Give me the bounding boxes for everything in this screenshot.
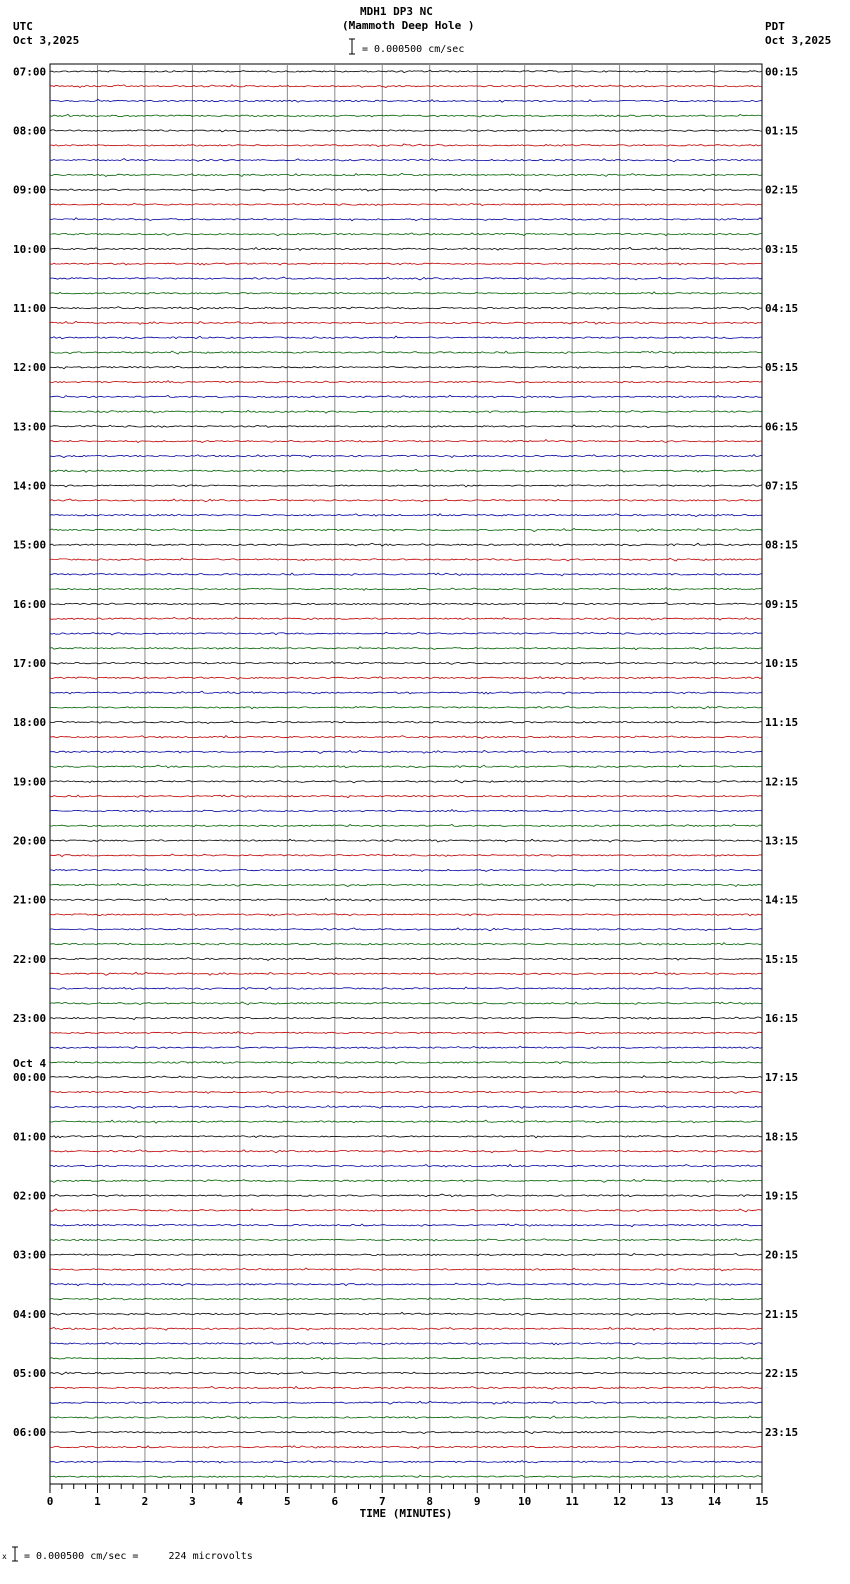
left-hour-label: 23:00 xyxy=(13,1012,47,1026)
x-tick-label: 13 xyxy=(660,1495,674,1508)
left-hour-label: 00:00 xyxy=(13,1071,47,1085)
seismic-trace xyxy=(50,987,762,990)
seismic-trace xyxy=(50,70,762,72)
seismic-trace xyxy=(50,1046,762,1048)
seismic-trace xyxy=(50,1224,762,1227)
seismic-trace xyxy=(50,1209,762,1212)
left-hour-label: 08:00 xyxy=(13,124,47,138)
seismic-trace xyxy=(50,529,762,532)
seismic-trace xyxy=(50,1136,762,1138)
seismic-trace xyxy=(50,395,762,397)
seismic-trace xyxy=(50,247,762,250)
seismic-trace xyxy=(50,85,762,88)
seismic-trace xyxy=(50,321,762,324)
footer-scale-text: = 0.000500 cm/sec = 224 microvolts xyxy=(24,1551,253,1562)
left-hour-label: 02:00 xyxy=(13,1189,47,1203)
right-timezone: PDT xyxy=(765,20,785,33)
right-date: Oct 3,2025 xyxy=(765,34,832,47)
seismic-trace xyxy=(50,1283,762,1286)
seismic-trace xyxy=(50,824,762,826)
seismic-trace xyxy=(50,943,762,945)
left-hour-label: 07:00 xyxy=(13,65,47,79)
seismic-trace xyxy=(50,440,762,443)
seismic-trace xyxy=(50,203,762,205)
seismic-trace xyxy=(50,381,762,383)
x-tick-label: 10 xyxy=(518,1495,532,1508)
left-hour-label: 12:00 xyxy=(13,361,47,375)
seismic-trace xyxy=(50,765,762,768)
seismic-trace xyxy=(50,1268,762,1271)
seismic-trace xyxy=(50,1091,762,1094)
x-tick-label: 14 xyxy=(707,1495,722,1508)
seismic-trace xyxy=(50,1431,762,1434)
seismic-trace xyxy=(50,914,762,916)
seismic-trace xyxy=(50,750,762,753)
seismic-trace xyxy=(50,647,762,650)
seismic-trace xyxy=(50,573,762,576)
seismic-trace xyxy=(50,1194,762,1197)
right-hour-label: 17:15 xyxy=(765,1071,799,1085)
right-hour-label: 15:15 xyxy=(765,952,799,966)
seismic-trace xyxy=(50,1372,762,1375)
seismic-trace xyxy=(50,839,762,842)
seismic-trace xyxy=(50,1239,762,1242)
seismic-trace xyxy=(50,99,762,102)
x-tick-label: 0 xyxy=(46,1495,54,1508)
seismic-trace xyxy=(50,898,762,901)
seismic-trace xyxy=(50,883,762,886)
x-tick-label: 9 xyxy=(473,1495,481,1508)
right-hour-label: 09:15 xyxy=(765,597,799,611)
seismic-trace xyxy=(50,928,762,931)
seismic-trace xyxy=(50,543,762,546)
seismic-trace xyxy=(50,1461,762,1464)
x-tick-label: 15 xyxy=(755,1495,769,1508)
svg-text:x: x xyxy=(2,1552,7,1561)
seismic-trace xyxy=(50,1386,762,1389)
right-hour-label: 13:15 xyxy=(765,834,799,848)
seismic-trace xyxy=(50,1061,762,1064)
seismic-trace xyxy=(50,425,762,428)
seismic-trace xyxy=(50,1357,762,1360)
seismic-trace xyxy=(50,1416,762,1419)
station-location: (Mammoth Deep Hole ) xyxy=(342,19,475,32)
seismic-trace xyxy=(50,485,762,487)
seismic-trace xyxy=(50,1312,762,1315)
left-hour-label: 13:00 xyxy=(13,420,47,434)
left-hour-label: 01:00 xyxy=(13,1130,47,1144)
right-hour-label: 11:15 xyxy=(765,716,799,730)
seismic-trace xyxy=(50,410,762,413)
seismic-trace xyxy=(50,1401,762,1404)
x-tick-label: 2 xyxy=(141,1495,149,1508)
seismic-trace xyxy=(50,810,762,813)
seismic-trace xyxy=(50,1446,762,1449)
seismic-trace xyxy=(50,1002,762,1005)
seismic-trace xyxy=(50,1165,762,1168)
left-hour-label: 04:00 xyxy=(13,1307,47,1321)
seismic-trace xyxy=(50,455,762,458)
seismic-trace xyxy=(50,114,762,117)
station-title: MDH1 DP3 NC xyxy=(360,5,433,18)
seismic-trace xyxy=(50,366,762,369)
scale-text: = 0.000500 cm/sec xyxy=(362,44,465,55)
seismic-trace xyxy=(50,144,762,147)
left-hour-label: 19:00 xyxy=(13,775,47,789)
right-hour-label: 05:15 xyxy=(765,361,799,375)
right-hour-label: 01:15 xyxy=(765,124,799,138)
date-change-label: Oct 4 xyxy=(13,1057,47,1071)
seismic-trace xyxy=(50,972,762,975)
seismic-trace xyxy=(50,691,762,694)
x-axis-title: TIME (MINUTES) xyxy=(359,1507,453,1520)
seismic-trace xyxy=(50,617,762,620)
seismic-trace xyxy=(50,499,762,502)
left-hour-label: 10:00 xyxy=(13,242,47,256)
seismic-trace xyxy=(50,588,762,591)
seismic-trace xyxy=(50,336,762,339)
left-hour-label: 05:00 xyxy=(13,1367,47,1381)
right-hour-label: 14:15 xyxy=(765,893,799,907)
left-hour-label: 20:00 xyxy=(13,834,47,848)
x-tick-label: 5 xyxy=(284,1495,291,1508)
right-hour-label: 21:15 xyxy=(765,1307,799,1321)
footer-scale-bar-icon xyxy=(1,1545,23,1563)
seismic-trace xyxy=(50,677,762,680)
left-hour-label: 21:00 xyxy=(13,893,47,907)
seismic-trace xyxy=(50,1179,762,1182)
x-tick-label: 6 xyxy=(331,1495,339,1508)
x-tick-label: 7 xyxy=(378,1495,386,1508)
left-hour-label: 22:00 xyxy=(13,952,47,966)
seismic-trace xyxy=(50,1253,762,1255)
seismic-trace xyxy=(50,351,762,354)
right-hour-label: 00:15 xyxy=(765,65,799,79)
seismic-trace xyxy=(50,130,762,132)
right-hour-label: 02:15 xyxy=(765,183,799,197)
left-hour-label: 15:00 xyxy=(13,538,47,552)
right-hour-label: 23:15 xyxy=(765,1426,799,1440)
right-hour-label: 06:15 xyxy=(765,420,799,434)
seismic-trace xyxy=(50,795,762,798)
seismic-trace xyxy=(50,736,762,739)
left-hour-label: 06:00 xyxy=(13,1426,47,1440)
seismic-trace xyxy=(50,780,762,783)
seismic-trace xyxy=(50,1475,762,1477)
seismic-trace xyxy=(50,1120,762,1123)
seismic-trace xyxy=(50,1150,762,1153)
left-hour-label: 17:00 xyxy=(13,657,47,671)
left-hour-label: 03:00 xyxy=(13,1248,47,1262)
right-hour-label: 20:15 xyxy=(765,1248,799,1262)
right-hour-label: 18:15 xyxy=(765,1130,799,1144)
seismic-trace xyxy=(50,307,762,310)
x-tick-label: 1 xyxy=(94,1495,101,1508)
right-hour-label: 08:15 xyxy=(765,538,799,552)
left-hour-label: 14:00 xyxy=(13,479,47,493)
seismic-trace xyxy=(50,218,762,221)
right-hour-label: 04:15 xyxy=(765,302,799,316)
x-tick-label: 11 xyxy=(565,1495,579,1508)
seismic-trace xyxy=(50,173,762,176)
left-hour-label: 09:00 xyxy=(13,183,47,197)
seismic-trace xyxy=(50,514,762,517)
seismic-trace xyxy=(50,1106,762,1109)
seismic-trace xyxy=(50,277,762,280)
seismic-trace xyxy=(50,189,762,192)
seismic-trace xyxy=(50,706,762,709)
right-hour-label: 22:15 xyxy=(765,1367,799,1381)
seismic-trace xyxy=(50,1342,762,1345)
right-hour-label: 07:15 xyxy=(765,479,799,493)
seismic-trace xyxy=(50,469,762,472)
right-hour-label: 12:15 xyxy=(765,775,799,789)
right-hour-label: 10:15 xyxy=(765,657,799,671)
plot-frame xyxy=(50,64,762,1484)
seismic-trace xyxy=(50,1076,762,1079)
left-hour-label: 18:00 xyxy=(13,716,47,730)
seismic-trace xyxy=(50,662,762,665)
seismic-trace xyxy=(50,958,762,961)
seismic-trace xyxy=(50,603,762,605)
left-timezone: UTC xyxy=(13,20,33,33)
right-hour-label: 16:15 xyxy=(765,1012,799,1026)
right-hour-label: 19:15 xyxy=(765,1189,799,1203)
x-tick-label: 8 xyxy=(426,1495,434,1508)
seismic-trace xyxy=(50,233,762,236)
seismic-trace xyxy=(50,869,762,872)
seismic-trace xyxy=(50,1327,762,1330)
seismic-trace xyxy=(50,632,762,635)
seismic-trace xyxy=(50,1298,762,1301)
seismic-trace xyxy=(50,292,762,295)
x-tick-label: 4 xyxy=(236,1495,244,1508)
right-hour-label: 03:15 xyxy=(765,242,799,256)
x-tick-label: 3 xyxy=(189,1495,196,1508)
seismic-trace xyxy=(50,263,762,265)
seismic-trace xyxy=(50,159,762,162)
seismic-trace xyxy=(50,1017,762,1020)
left-hour-label: 11:00 xyxy=(13,302,47,316)
seismic-trace xyxy=(50,1032,762,1034)
seismic-trace xyxy=(50,558,762,561)
x-tick-label: 12 xyxy=(612,1495,627,1508)
left-date: Oct 3,2025 xyxy=(13,34,80,47)
seismic-trace xyxy=(50,721,762,724)
seismic-trace xyxy=(50,854,762,857)
left-hour-label: 16:00 xyxy=(13,597,47,611)
